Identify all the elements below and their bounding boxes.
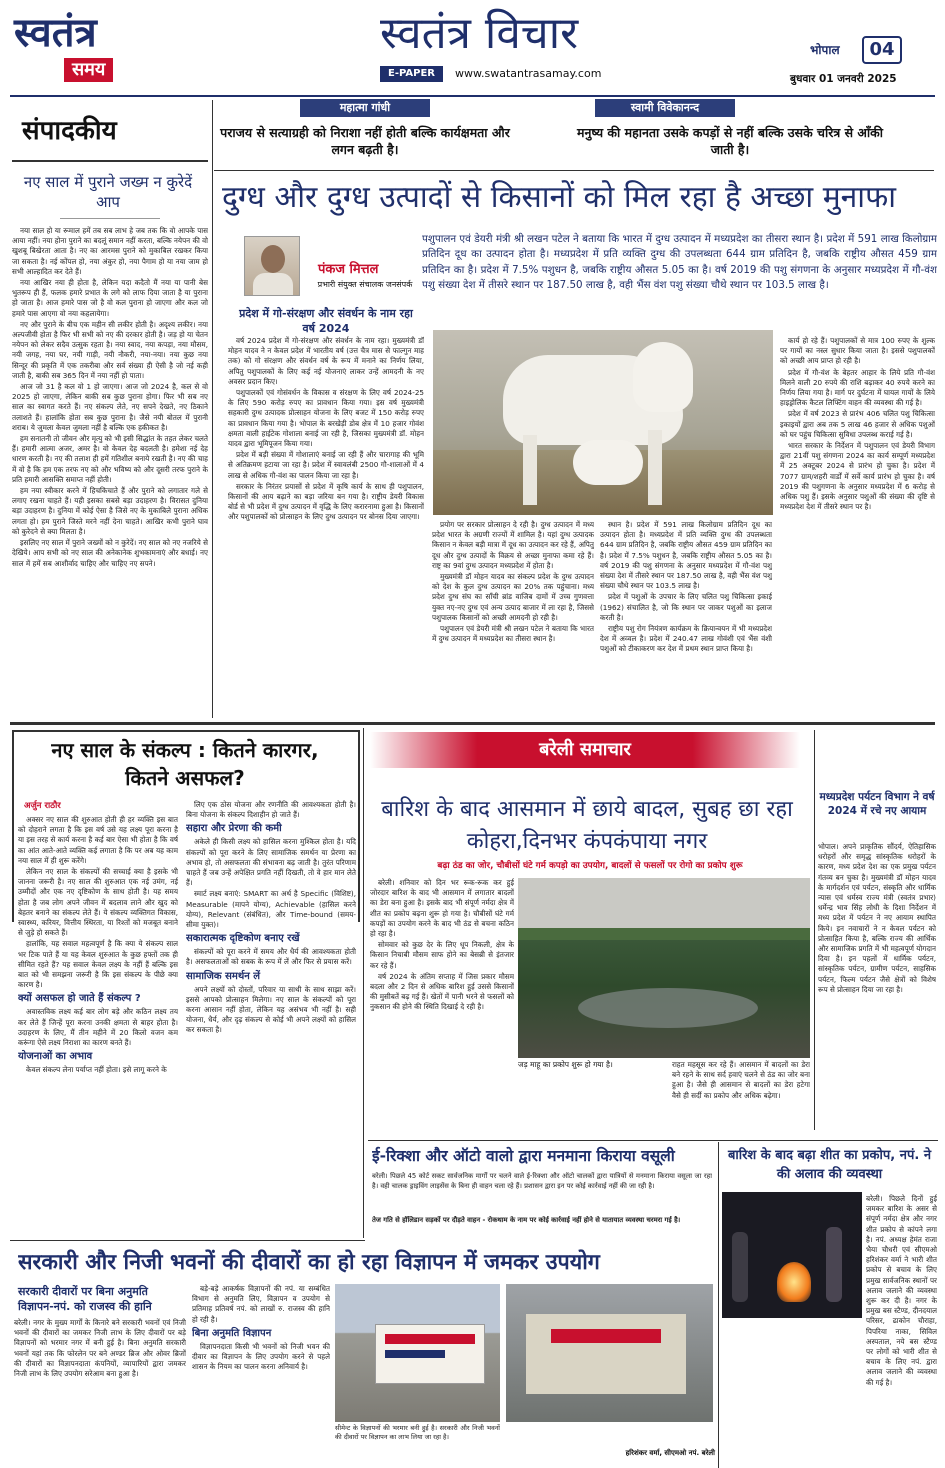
resolution-paragraph: हालांकि, यह सवाल महत्वपूर्ण है कि क्या ये संकल्प साल भर टिक पाते हैं या यह केवल शुरुआत के कुछ हफ्तों तक ही सीमित रहते हैं? यह सवाल केवल लक्ष्य के नहीं हैं बल्कि इस बात को भी समझना जरूरी है कि इस संकल्प के पीछे क्या कारण है। — [18, 939, 178, 990]
main-story-col4 — [780, 336, 935, 716]
editorial-paragraph: नए और पुराने के बीच एक महीन सी लकीर होती है। अदृश्य लकीर। नया अल्पजीवी होता है फिर भी सभी को नए की दरकार होती है। जड़ हो या चेतन नयेपन को लेकर सदैव उत्सुक रहता है। नया स्वाद, नया कपड़ा, नया मौसम, नयी जगह, नया घर, नयी गाड़ी, नयी नौकरी, नया-नया। नया कुछ नया सिन्दूर की प्रकृति में एक तकरीबा और सर्व संख्या ही ऐसी है जो नई कही जाती है, बाकी सब 365 दिन में नया नहीं हो पाता। — [12, 319, 208, 380]
main-story-paragraph: प्रदेश में गौ-वंश के बेहतर आहार के लिये प्रति गौ-वंश मिलने वाली 20 रुपये की राशि बढ़ाकर 40 रुपये करने का निर्णय लिया गया है। मार्ग पर दुर्घटना में घायल गायों के लिये हाइड्रोलिक कैटल लिफ्टिंग वाहन की व्यवस्था की गई है। — [780, 367, 935, 408]
logo-line2: समय — [64, 58, 113, 82]
editorial-paragraph: इसलिए नए साल में पुराने जख्मों को न कुरेदें। नए साल को नए नजरिये से देखिये। आप सभी को नए साल की अनेकानेक शुभकामनाएं और बधाई। नए साल में हमें सब आशीर्वाद चाहिए और चाहिए नए सपने। — [12, 538, 208, 568]
field-photo-caption: जड़ माहू का प्रकोप शुरू हो गया है। — [518, 1060, 613, 1069]
ads-body: बरेली। नगर के मुख्य मार्गों के किनारे बने सरकारी भवनों एवं निजी भवनों की दीवारों का जमकर निजी लाभ के लिए दीवारों पर बड़े विज्ञापनों को भरमार नगर में बनी हुई है। बिना अनुमति सरकारी भवनों यहां तक कि फोरलेन पर बने अण्डर ब्रिज और ओवर ब्रिजों की दीवारों का विज्ञापनदाता कंपनियों, व्यापारियों द्वारा जमकर निजी लाभ के लिए उपयोग सरेआम बना हुआ है। — [14, 1318, 186, 1379]
main-story-paragraph: पशुपालन एवं डेयरी मंत्री श्री लखन पटेल ने बताया कि भारत में दुग्ध उत्पादन में मध्यप्रदेश का तीसरा स्थान है। — [432, 624, 594, 644]
epaper-badge: E-PAPER — [380, 66, 443, 82]
erickshaw-subtext: तेज गति से हॉलिडान सड़कों पर दौड़ते वाहन - रोकथाम के नाम पर कोई कार्रवाई नहीं होने से यातायात व्यवस्था चरमरा गई है। — [372, 1216, 681, 1224]
plans-subhead: योजनाओं का अभाव — [18, 1051, 93, 1063]
main-story-paragraph: स्थान है। प्रदेश में 591 लाख किलोग्राम प्रतिदिन दूध का उत्पादन होता है। मध्यप्रदेश में प्रति व्यक्ति दुग्ध की उपलब्धता 644 ग्राम प्रतिदिन है, जबकि राष्ट्रीय औसत 459 ग्राम प्रतिदिन का है। प्रदेश में 7.5% पशुधन है, जबकि राष्ट्रीय औसत 5.05 का है। वर्ष 2019 की पशु संगणना के अनुसार मध्यप्रदेश में गौ-वंश पशु संख्या देश में तीसरे स्थान पर 187.50 लाख है, वही भैंस वंश पशु संख्या चौथे स्थान पर 103.5 लाख है। — [600, 520, 772, 591]
wall-ad-photo-caption: सीमेन्ट के विज्ञापनों की भरमार बनी हुई है। सरकारी और निजी भवनों की दीवारों पर विज्ञापन का लाभ लिया जा रहा है। — [335, 1424, 500, 1441]
wall-ad-photo — [335, 1284, 500, 1422]
main-story-paragraph: भारत सरकार के निर्देशन में पशुपालन एवं डेयरी विभाग द्वारा 21वीं पशु संगणना 2024 का कार्य सम्पूर्ण मध्यप्रदेश में 25 अक्टूबर 2024 से प्रारंभ हो चुका है। प्रदेश में 7077 ग्राम/शहरी वार्डों में सर्वे कार्य प्रारंभ हो चुका है। वर्ष 2019 की पशुगणना के अनुसार मध्यप्रदेश में 6 करोड़ से अधिक पशु हैं। इसके अनुसार पशुओं की संख्या की दृष्टि से मध्यप्रदेश देश में तीसरे स्थान पर है। — [780, 441, 935, 512]
bareli-deck: बढ़ा ठंड का जोर, चौबीसों घंटे गर्म कपड़ो का उपयोग, बादलों से फसलों पर रोगो का प्रकोप शुरू — [437, 861, 743, 871]
resolution-author: अर्जुन राठौर — [24, 801, 61, 811]
main-story-paragraph: पशुपालकों एवं गोसंवर्धन के विकास व संरक्षण के लिए वर्ष 2024-25 के लिए 590 करोड़ रुपए का प्रावधान किया गया। इस वर्ष मुख्यमंत्री सहकारी दुग्ध उत्पादक प्रोत्साहन योजना के लिए बजट में 150 करोड़ रुपए का प्रावधान किया गया है। भोपाल के बरखेड़ी डोब क्षेत्र में 10 हजार गोवंश क्षमता वाली हाईटेक गोशाला बनाई जा रही है, जिसका मुख्यमंत्री डॉ. मोहन यादव द्वारा भूमिपूजन किया गया। — [228, 388, 424, 449]
no-permission-subhead: बिना अनुमति विज्ञापन — [192, 1327, 272, 1339]
quotes-divider — [214, 170, 934, 171]
masthead — [0, 0, 945, 95]
author-title: प्रभारी संयुक्त संचालक जनसंपर्क — [317, 280, 413, 289]
resolution-col1 — [18, 815, 178, 1235]
cmo-photo — [506, 1284, 713, 1422]
ads-top-rule — [10, 1240, 365, 1241]
main-story-paragraph: वर्ष 2024 प्रदेश में गो-संरक्षण और संवर्धन के नाम रहा। मुख्यमंत्री डॉ मोहन यादव ने न केवल प्रदेश में भारतीय वर्ष (उत्त चैत्र मास से फाल्गुन माह तक) को गो संरक्षण और संवर्धन वर्ष के रूप में मनाने का निर्णय लिया, अपितु पशुपालकों के लिए कई नई योजनाएं लाकर उन्हें आमदनी के नए अवसर प्रदान किए। — [228, 336, 424, 386]
cold-vertical-divider — [718, 1142, 719, 1468]
editorial-paragraph: हम नया स्वीकार करने में हिचकिचाते हैं और पुराने को लगातार गले से लगाए रखना चाहते हैं। यही इसका सबसे बड़ा उदाहरण है। विरासत दुनिया बड़ा उदाहरण है। दुनिया में कोई ऐसा है जिसे नए के मुकाबिले पुराना अधिक लगता हो। हम पुराने जिस्ते मरने नहीं देना चाहते। आखिर कभी पुराने घाव को कुरेदने से क्या मिलता है। — [12, 486, 208, 536]
main-story-headline: दुग्ध और दुग्ध उत्पादों से किसानों को मिल रहा है अच्छा मुनाफा — [222, 180, 896, 215]
resolution-paragraph: अवास्तविक लक्ष्य कई बार लोग बड़े और कठिन लक्ष्य तय कर लेते हैं जिन्हें पूरा करना उनकी क्षमता से बाहर होता है। उदाहरण के लिए, मैं तीन महीने में 20 किलो वजन कम करूंगा ऐसे लक्ष्य निराशा का कारण बनते हैं। — [18, 1007, 178, 1048]
why-fail-subhead: क्यों असफल हो जाते हैं संकल्प ? — [18, 993, 141, 1005]
logo[interactable] — [14, 10, 174, 90]
erickshaw-top-rule — [368, 1140, 938, 1141]
resolution-paragraph: स्मार्ट लक्ष्य बनाएं: SMART का अर्थ है Specific (विशिष्ट), Measurable (मापने योग्य), Achievable (हासिल करने योग्य), Relevant (संबंधित), और Time-bound (समय-सीमा युक्त)। — [186, 889, 356, 930]
bareli-col3: राहत महसूस कर रहे हैं। आसमान में बादलों का डेरा बने रहने के साथ सर्द हवाएं चलने से ठंड का जोर बना हुआ है। जैसे ही आसमान से बादलों का डेरा हटेगा वैसे ही सर्दी का प्रकोप और अधिक बढ़ेगा। — [672, 1060, 810, 1100]
main-story-col3 — [600, 520, 772, 716]
bareli-section-label: बरेली समाचार — [539, 739, 631, 760]
editorial-label: संपादकीय — [22, 116, 117, 146]
editorial-paragraph: नया साल हो या रूमाल हमें तब सब लाभ हे जब तक कि वो आपके पास आया नहीं। नया होना पुराने का बदलूं समान नहीं करता, बल्कि नयेपन की वो खुशबू बिखेरता आता है। नए का आरमस पुराने को मुकाबिल रखकर किया जा सकता है। नई कोंपल हो, नया अंकुर हो, नया पैगाम हो या नया जाम हो सभी आल्हादित कर देते हैं। — [12, 226, 208, 276]
resolution-paragraph: अपने लक्ष्यों को दोस्तों, परिवार या साथी के साथ साझा करें। इससे आपको प्रोत्साहन मिलेगा। नए साल के संकल्पों को पूरा करना आसान नहीं होता, लेकिन यह असंभव भी नहीं है। सही योजना, धैर्य, और दृढ़ संकल्प से कोई भी अपने लक्ष्यों को हासिल कर सकता है। — [186, 984, 356, 1035]
bareli-paragraph: वर्ष 2024 के अंतिम सप्ताह में जिस प्रकार मौसम बदला और 2 दिन से अधिक बारिश हुई उससे किसानों की मुसीबतें बढ़ गई हैं। खेतों में पानी भरने से फसलों को नुकसान की होने की स्थिति दिखाई दे रही है। — [370, 971, 514, 1012]
resolution-headline: नए साल के संकल्प : कितने कारगर, कितने असफल? — [51, 738, 319, 790]
quote-text-gandhi: पराजय से सत्याग्रही को निराशा नहीं होती बल्कि कार्यक्षमता और लगन बढ़ती है। — [220, 125, 510, 157]
bareli-paragraph: सोमवार को कुछ देर के लिए धूप निकली, क्षेत्र के किसान निचाबी मौसम साफ होने का बेसब्री से इंतजार कर रहे हैं। — [370, 940, 514, 970]
ads-headline: सरकारी और निजी भवनों की दीवारों का हो रहा विज्ञापन में जमकर उपयोग — [18, 1250, 600, 1275]
editorial-paragraph: आज जो 31 है कल वो 1 हो जाएगा। आज जो 2024 है, कल से वो 2025 हो जाएगा, लेकिन बाकी सब कुछ पुराना होगा। फिर भी सब नए साल का स्वागत करते हैं। नए संकल्प लेते, नए सपने देखते, नए ठिकाने तलाशते हैं। हालांकि होता सब कुछ पुराना है। जैसे नयी बोतल में पुरानी शराब। ये जुमला केवल जुमला नहीं है बल्कि एक हकीकत है। — [12, 382, 208, 432]
cow-photo — [433, 330, 773, 515]
resolution-paragraph: लेकिन नए साल के संकल्पों की सच्चाई क्या है इसके भी जानना जरूरी है। नए साल की शुरुआत एक नई उमंग, नई उम्मीदों और एक नए दृष्टिकोण के साथ होती है। यह समय होता है जब लोग अपने जीवन में बदलाव लाने और खुद को बेहतर बनाने का संकल्प लेते हैं। ये संकल्प व्यक्तिगत विकास, स्वास्थ्य, करियर, वित्तीय स्थिरता, या रिश्तों को मजबूत बनाने से जुड़े हो सकते हैं। — [18, 867, 178, 938]
resolution-paragraph: अकेले ही किसी लक्ष्य को हासिल करना मुश्किल होता है। यदि संकल्पों को पूरा करने के लिए सामाजिक समर्थन या प्रेरणा का अभाव हो, तो असफलता की संभावना बढ़ जाती है। तुरंत परिणाम चाहते हैं जब उन्हें अपेक्षित प्रगति नहीं दिखती, तो वे हार मान लेते हैं। — [186, 837, 356, 888]
resolution-paragraph: अक्सर नए साल की शुरुआत होती ही हर व्यक्ति इस बात को दोहराने लगता है कि इस वर्ष उसे यह लक्ष्य पूरा करना है या इस तरह से कार्य करना है कई बार ऐसा भी होता है कि वर्ष का आंत आते-आते व्यक्ति कई लगाता है कि पर अब यह काम नया साल में ही शुरू करेंगे। — [18, 815, 178, 865]
erickshaw-body: बरेली। पिछले 45 कोर्ट सकट सार्वजनिक मार्गों पर चलने वाले ई-रिक्शा और ऑटो चालकों द्वारा यात्रियों से मनमाना किराया वसूला जा रहा है। वही चालक ड्राइविंग लाइसेंस के बिना ही वाहन चला रहे हैं। प्रशासन द्वारा इन पर कोई कार्रवाई नहीं की जा रही है। — [372, 1172, 712, 1190]
editorial-vertical-divider — [212, 100, 213, 718]
main-story-col1 — [228, 336, 424, 716]
city-label: भोपाल — [810, 43, 840, 57]
ads-paragraph: बड़े-बड़े आकर्षक विज्ञापनों की नपं. या सम्बंधित विभाग से अनुमति लिए, विज्ञापन व उपयोग से प्रतिमाह प्रतिवर्ष नपं. को लाखों रु. राजस्व की हानि हो रही है। — [192, 1284, 330, 1324]
editorial-paragraph: हम सनातनी तो जीवन और मृत्यु को भी इसी सिद्धांत के तहत लेकर चलते हैं। हमारी आत्मा अजर, अमर है। वो केवल देह बदलती है। हमेशा नई देह धारण करती है। नए की तलाश ही हमें गतिशील बनाये रखती है। नए की चाह में वो है कि हम एक तरफ नए को और भविष्य को और दूसरी तरफ पुराने के प्रति हमारी आसक्ति समाप्त नहीं होती। — [12, 434, 208, 484]
editorial-headline: नए साल में पुराने जख्म न कुरेदें आप — [23, 173, 193, 211]
page-number: 04 — [862, 36, 902, 64]
support-subhead: सहारा और प्रेरणा की कमी — [186, 823, 282, 835]
resolution-col2 — [186, 800, 356, 1235]
tourism-headline: मध्यप्रदेश पर्यटन विभाग ने वर्ष 2024 में रचे नए आयाम — [819, 791, 935, 817]
social-subhead: सामाजिक समर्थन लें — [186, 970, 261, 982]
erickshaw-headline: ई-रिक्शा और ऑटो वालो द्वारा मनमाना किराया वसूली — [372, 1147, 675, 1165]
logo-line1: स्वतंत्र — [14, 9, 97, 56]
main-story-subhead: प्रदेश में गो-संरक्षण और संवर्धन के नाम रहा वर्ष 2024 — [239, 307, 413, 335]
cold-headline: बारिश के बाद बढ़ा शीत का प्रकोप, नपं. ने की अलाव की व्यवस्था — [727, 1148, 932, 1182]
bareli-headline: बारिश के बाद आसमान में छाये बादल, सुबह छा रहा कोहरा,दिनभर कंपकंपाया नगर — [381, 797, 793, 854]
date-label: बुधवार 01 जनवरी 2025 — [790, 73, 897, 85]
bareli-paragraph: बरेली। शनिवार को दिन भर रूक-रूक कर हुई जोरदार बारिश के बाद भी आसमान में लगातार बादलों का डेरा बना हुआ है। इसके बाद भी संपूर्ण नर्मदा क्षेत्र में शीत का प्रकोप बढ़ना शुरू हो गया है। चौबीसों घंटे गर्म कपड़ों का उपयोग करने के बाद भी ठंड से बचना कठिन हो रहा है। — [370, 878, 514, 939]
main-story-paragraph: प्रदेश में वर्ष 2023 से प्रारंभ 406 चलित पशु चिकित्सा इकाइयों द्वारा अब तक 5 लाख 46 हजार से अधिक पशुओं को घर पहुंच चिकित्सा सुविधा उपलब्ध कराई गई है। — [780, 409, 935, 439]
ads-deck: सरकारी दीवारों पर बिना अनुमति विज्ञापन-नपं. को राजस्व की हानि — [18, 1285, 152, 1313]
top-section-divider — [10, 722, 935, 725]
resolution-paragraph: केवल संकल्प लेना पर्याप्त नहीं होता। इसे लागू करने के — [26, 1065, 167, 1075]
tourism-vertical-divider — [814, 730, 815, 1130]
main-story-paragraph: प्रदेश में बड़ी संख्या में गोशालाएं बनाई जा रही हैं और चारागाह की भूमि से अतिक्रमण हटाया जा रहा है। प्रदेश में स्वावलंबी 2500 गौ-शालाओं में 4 लाख से अधिक गौ-वंश का पालन किया जा रहा है। — [228, 450, 424, 480]
main-story-paragraph: कार्य हो रहे हैं। पशुपालकों से मात्र 100 रुपए के शुल्क पर गायों का नस्ल सुधार किया जाता है। इससे पशुपालकों को अच्छी आय प्राप्त हो रही है। — [780, 336, 935, 366]
author-name: पंकज मित्तल — [318, 262, 379, 277]
editorial-headline-underline — [60, 218, 160, 219]
quote-author-vivekananda: स्वामी विवेकानन्द — [595, 99, 735, 117]
quote-text-vivekananda: मनुष्य की महानता उसके कपड़ों से नहीं बल्कि उसके चरित्र से आँकी जाती है। — [576, 125, 883, 157]
field-photo — [518, 878, 810, 1058]
main-story-col2 — [432, 520, 594, 716]
cold-body: बरेली। पिछले दिनों हुई जमकर बारिश के असर से संपूर्ण नर्मदा क्षेत्र और नगर शीत प्रकोप से कांपने लगा है। नपं. अध्यक्ष हेमंत राजा भैया चौधरी एवं सीएमओ हरिशंकर वर्मा ने भारी शीत प्रकोप से बचाव के लिए प्रमुख सार्वजनिक स्थानों पर अलाव जलाने की व्यवस्था शुरू कर दी है। नगर के प्रमुख बस स्टैण्ड, दीनदयाल परिसर, ढाकोन चौराहा, पिपरिया नाका, सिविल अस्पताल, नये बस स्टैण्ड पर लोगों को भारी शीत से बचाव के लिए नपं. द्वारा अलाव जलाने की व्यवस्था की गई है। — [866, 1194, 937, 1387]
author-photo — [244, 236, 300, 296]
quote-author-gandhi: महात्मा गांधी — [300, 99, 430, 117]
editorial-paragraph: नया आखिर नया ही होता है, लेकिन यदा कदैतो मैं नया या पानी बेस भुतरूप ही हैं, फलक हमारे प्रभात के लगे को लाफ दिया जाता है या पुराना हो जाता है। आज हमारे पास जो है वो कल पुराना हो जाएगा और कल जो हमारे पास आएगा वो नया कहलायेगा। — [12, 278, 208, 318]
resolution-paragraph: संकल्पों को पूरा करने में समय और धैर्य की आवश्यकता होती है। असफलताओं को सबक के रूप में लें और फिर से प्रयास करें। — [186, 947, 356, 967]
positive-subhead: सकारात्मक दृष्टिकोण बनाए रखें — [186, 933, 300, 945]
editorial-label-underline — [12, 160, 208, 162]
tourism-body: भोपाल। अपने प्राकृतिक सौंदर्य, ऐतिहासिक धरोहरों और समृद्ध सांस्कृतिक धरोहरों के कारण, मध्य प्रदेश देश का एक प्रमुख पर्यटन गंतव्य बन चुका है। मुख्यमंत्री डॉ मोहन यादव के मार्गदर्शन एवं पर्यटन, संस्कृति और धार्मिक न्यास एवं धर्मस्व राज्य मंत्री (स्वतंत्र प्रभार) धर्मेन्द्र भाव सिंह लोधी के दिशा निर्देशन में मध्य प्रदेश में पर्यटन ने नए आयाम स्थापित किये। इन नवाचारों ने न केवल पर्यटन को प्रोत्साहित किया है, बल्कि राज्य की आर्थिक और सामाजिक प्रगति में भी महत्वपूर्ण योगदान दिया है। इन पहलों में धार्मिक पर्यटन, सांस्कृतिक पर्यटन, ग्रामीण पर्यटन, साहसिक पर्यटन, फिल्म पर्यटन जैसे क्षेत्रों को विशेष रूप से प्रोत्साहन दिया जा रहा है। — [818, 842, 936, 994]
website-link[interactable]: www.swatantrasamay.com — [455, 67, 602, 80]
main-story-paragraph: प्रयोग पर सरकार प्रोत्साहन दे रही है। दुग्ध उत्पादन में मध्य प्रदेश भारत के अग्रणी राज्यों में शामिल है। यहां दुग्ध उत्पादक किसान न केवल बड़ी मात्रा में दूध का उत्पादन कर रहे हैं, अपितु दूध और दुग्ध उत्पादों के विक्रय से अच्छा मुनाफा कमा रहे हैं। राष्ट्र का 9वां दुग्ध उत्पादन मध्यप्रदेश में होता है। — [432, 520, 594, 570]
main-story-paragraph: प्रदेश में पशुओं के उपचार के लिए चलित पशु चिकित्सा इकाई (1962) संचालित है, जो कि स्थान पर जाकर पशुओं का इलाज करती है। — [600, 592, 772, 622]
cmo-photo-caption: हरिशंकर वर्मा, सीएमओ नपं. बरेली — [625, 1449, 715, 1457]
ads-col2 — [192, 1284, 330, 1464]
ads-paragraph: विज्ञापनदाता किसी भी भवनों को निजी भवन की दीवार का विज्ञापन के लिए उपयोग करने से पहले शासन के नियम का पालन करना अनिवार्य है। — [192, 1341, 330, 1372]
main-story-paragraph: सरकार के निरंतर प्रयासों से प्रदेश में कृषि कार्य के साथ ही पशुपालन, किसानों की आय बढ़ाने का बड़ा जरिया बन गया है। राष्ट्रीय डेयरी विकास बोर्ड से भी प्रदेश में दुग्ध उत्पादन में वृद्धि के लिए करारनामा हुआ है। किसानों और पशुपालकों को प्रोत्साहन के लिए दुग्ध उत्पादन पर बोनस दिया जाएगा। — [228, 481, 424, 522]
masthead-divider — [10, 95, 935, 97]
main-story-intro: पशुपालन एवं डेयरी मंत्री श्री लखन पटेल ने बताया कि भारत में दुग्ध उत्पादन में मध्यप्रदेश का तीसरा स्थान है। प्रदेश में 591 लाख किलोग्राम प्रतिदिन दूध का उत्पादन होता है। मध्यप्रदेश में प्रति व्यक्ति दुग्ध की उपलब्धता 644 ग्राम प्रतिदिन है, जबकि राष्ट्रीय औसत 459 ग्राम प्रतिदिन का है। प्रदेश में 7.5% पशुधन है, जबकि राष्ट्रीय औसत 5.05 का है। वर्ष 2019 की पशु संगणना के अनुसार मध्यप्रदेश में गौ-वंश पशु संख्या देश में तीसरे स्थान पर 187.50 लाख है, वही भैंस वंश पशु संख्या चौथे स्थान पर 103.5 लाख है। — [422, 233, 937, 292]
main-story-paragraph: मुख्यमंत्री डॉ मोहन यादव का संकल्प प्रदेश के दुग्ध उत्पादन को देश के कुल दुग्ध उत्पादन का 20% तक पहुंचाना। मध्य प्रदेश दुग्ध संघ का साँची ब्रांड वाजिब दामों में उच्च गुणवत्ता युक्त नए-नए दुग्ध एवं अन्य उत्पाद बाजार में ला रहा है, जिससे पशुपालक किसानों को अच्छी आमदनी हो रही है। — [432, 572, 594, 622]
editorial-body — [12, 226, 208, 716]
page-title: स्वतंत्र विचार — [380, 8, 579, 59]
resolution-vertical-divider — [363, 728, 364, 1238]
resolution-paragraph: लिए एक ठोस योजना और रणनीति की आवश्यकता होती है। बिना योजना के संकल्प दिशाहीन हो जाते हैं। — [186, 800, 356, 820]
main-story-paragraph: राष्ट्रीय पशु रोग नियंत्रण कार्यक्रम के क्रियान्वयन में भी मध्यप्रदेश देश में अव्वल है। प्रदेश में 240.47 लाख गोवंशी एवं भैंस वंशी पशुओं को टीकाकरण कर देश में प्रथम स्थान प्राप्त किया है। — [600, 624, 772, 654]
